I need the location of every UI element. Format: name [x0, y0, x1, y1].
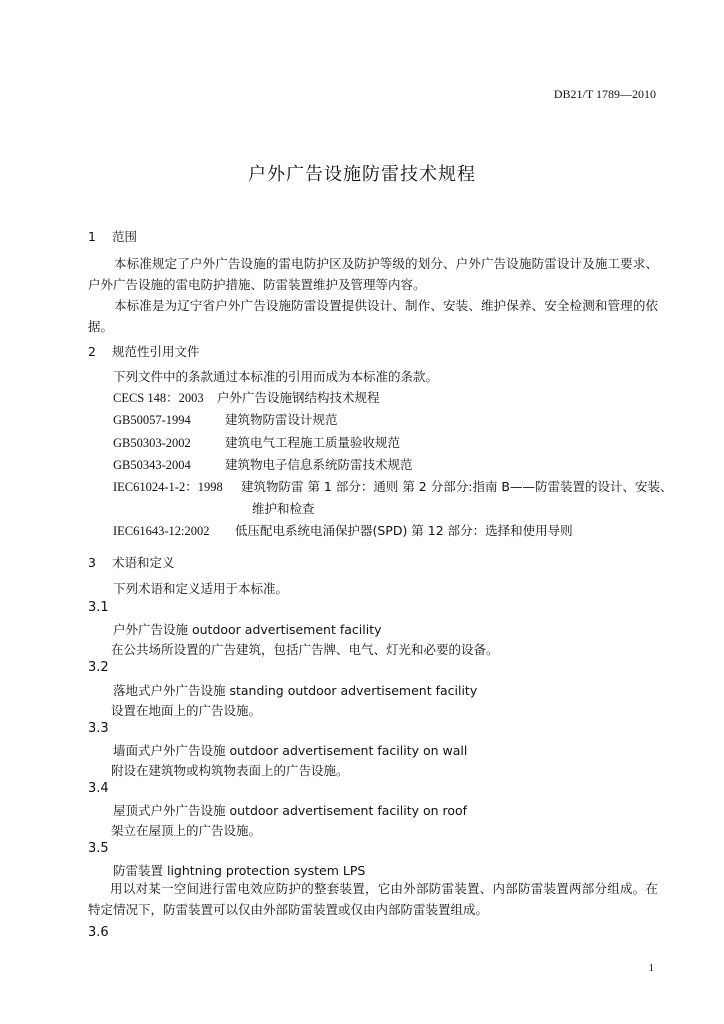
section-title: 范围: [111, 229, 137, 244]
term-name: 屋顶式户外广告设施 outdoor advertisement facility on roof: [113, 803, 468, 818]
section-title: 术语和定义: [111, 555, 175, 570]
reference-item: [113, 521, 573, 539]
reference-code: GB50303-2002: [113, 436, 191, 450]
reference-item: [113, 433, 400, 451]
section-title: 规范性引用文件: [111, 344, 200, 359]
reference-item: [113, 410, 338, 428]
reference-code: IEC61024-1-2：1998: [113, 480, 223, 494]
reference-title: 建筑物防雷设计规范: [224, 412, 338, 427]
reference-title: 低压配电系统电涌保护器(SPD) 第 12 部分：选择和使用导则: [234, 523, 573, 538]
reference-code: GB50057-1994: [113, 413, 191, 427]
section-number: 2: [88, 344, 96, 359]
reference-item: [113, 388, 380, 406]
reference-item: [113, 455, 413, 473]
section-2-heading: [88, 342, 200, 360]
clause-number: 3.1: [88, 600, 109, 615]
section-number: 1: [88, 229, 96, 244]
reference-title: 户外广告设施钢结构技术规程: [216, 390, 380, 405]
reference-item: [113, 477, 673, 495]
reference-title: 建筑物防雷 第 1 部分：通则 第 2 分部分:指南 B——防雷装置的设计、安装、: [240, 479, 673, 494]
clause-number: 3.6: [88, 925, 109, 940]
clause-number: 3.5: [88, 841, 109, 856]
document-number: DB21/T 1789—2010: [553, 87, 656, 101]
term-definition: 在公共场所设置的广告建筑，包括广告牌、电气、灯光和必要的设备。: [111, 642, 499, 657]
reference-title: 建筑电气工程施工质量验收规范: [224, 435, 400, 450]
reference-code: IEC61643-12:2002: [113, 524, 210, 538]
term-definition: 用以对某一空间进行雷电效应防护的整套装置，它由外部防雷装置、内部防雷装置两部分组成。在特定情况下，防雷装置可以仅由外部防雷装置或仅由内部防雷装置组成。: [88, 881, 658, 917]
references-intro: 下列文件中的条款通过本标准的引用而成为本标准的条款。: [113, 369, 439, 384]
scope-paragraph-2: 本标准是为辽宁省户外广告设施防雷设置提供设计、制作、安装、维护保养、安全检测和管理的依据。: [88, 298, 658, 334]
scope-paragraph-1: 本标准规定了户外广告设施的雷电防护区及防护等级的划分、户外广告设施防雷设计及施工要求、户外广告设施的雷电防护措施、防雷装置维护及管理等内容。: [88, 256, 658, 292]
page-number: 1: [648, 962, 654, 974]
term-name: 防雷装置 lightning protection system LPS: [113, 863, 366, 878]
clause-number: 3.3: [88, 721, 109, 736]
term-definition: 架立在屋顶上的广告设施。: [111, 823, 262, 838]
section-1-heading: [88, 227, 137, 245]
term-name: 户外广告设施 outdoor advertisement facility: [113, 622, 382, 637]
reference-title: 建筑物电子信息系统防雷技术规范: [224, 457, 413, 472]
reference-title-continuation: 维护和检查: [252, 501, 315, 516]
term-definition: 设置在地面上的广告设施。: [111, 703, 262, 718]
term-name: 墙面式户外广告设施 outdoor advertisement facility on wall: [113, 743, 468, 758]
terms-intro: 下列术语和定义适用于本标准。: [113, 581, 289, 596]
term-definition: 附设在建筑物或构筑物表面上的广告设施。: [111, 763, 349, 778]
reference-code: GB50343-2004: [113, 458, 191, 472]
clause-number: 3.4: [88, 781, 109, 796]
section-3-heading: [88, 553, 175, 571]
reference-code: CECS 148：2003: [113, 391, 204, 405]
term-name: 落地式户外广告设施 standing outdoor advertisement facility: [113, 683, 478, 698]
document-title: 户外广告设施防雷技术规程: [248, 164, 476, 185]
clause-number: 3.2: [88, 660, 109, 675]
section-number: 3: [88, 555, 96, 570]
